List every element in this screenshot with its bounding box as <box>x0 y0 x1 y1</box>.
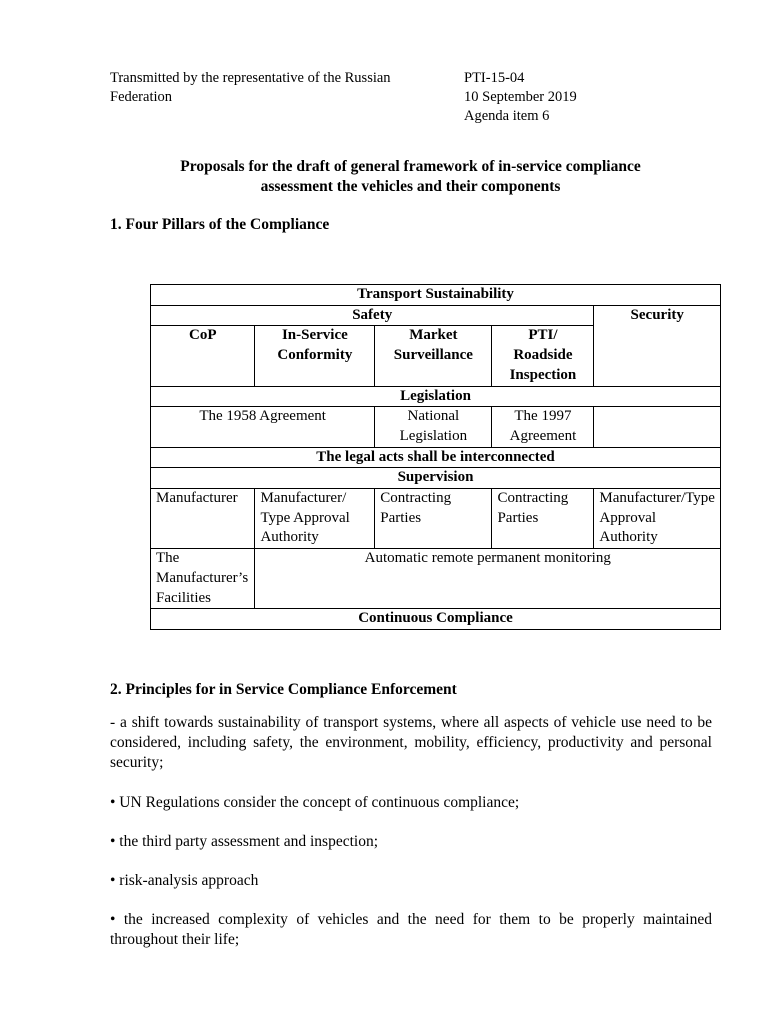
section-1-heading: 1. Four Pillars of the Compliance <box>110 216 330 233</box>
agenda-item: Agenda item 6 <box>464 108 550 124</box>
principle-continuous-compliance: • UN Regulations consider the concept of continuous compliance; <box>110 794 520 811</box>
manufacturer-facilities-cell: The Manufacturer’s Facilities <box>151 549 255 609</box>
title-line-2: assessment the vehicles and their components <box>260 178 561 195</box>
legislation-cell: Legislation <box>151 386 721 407</box>
national-legislation-cell: National Legislation <box>375 407 492 447</box>
transmitter-line-2: Federation <box>110 89 173 105</box>
principle-sustainability: - a shift towards sustainability of transport systems, where all aspects of vehicle use need to be considered, including safety, the environment, mobility, efficiency, productivity and personal security; <box>110 714 712 771</box>
principle-complexity: • the increased complexity of vehicles and the need for them to be properly maintained throughout their life; <box>110 911 712 948</box>
document-id: PTI-15-04 <box>464 70 525 86</box>
supervision-contracting-parties-cell: Contracting Parties <box>492 489 594 549</box>
table-row <box>151 285 721 306</box>
continuous-compliance-cell: Continuous Compliance <box>151 609 721 630</box>
safety-cell: Safety <box>151 305 594 326</box>
pti-roadside-cell: PTI/ Roadside Inspection <box>492 326 594 386</box>
supervision-manufacturer-cell: Manufacturer <box>151 489 255 549</box>
supervision-manufacturer-authority-cell: Manufacturer/Type Approval Authority <box>594 489 721 549</box>
transport-sustainability-cell: Transport Sustainability <box>151 285 721 306</box>
monitoring-cell: Automatic remote permanent monitoring <box>255 549 721 609</box>
table-row <box>151 386 721 407</box>
table-row <box>151 407 721 447</box>
section-2-heading: 2. Principles for in Service Compliance Enforcement <box>110 681 457 698</box>
table-row <box>151 609 721 630</box>
cop-cell: CoP <box>151 326 255 386</box>
in-service-conformity-cell: In-Service Conformity <box>255 326 375 386</box>
agreement-1997-cell: The 1997 Agreement <box>492 407 594 447</box>
four-pillars-table <box>150 284 721 630</box>
agreement-1958-cell: The 1958 Agreement <box>151 407 375 447</box>
market-surveillance-cell: Market Surveillance <box>375 326 492 386</box>
table-row <box>151 305 721 326</box>
supervision-type-approval-cell: Manufacturer/ Type Approval Authority <box>255 489 375 549</box>
principle-third-party: • the third party assessment and inspection; <box>110 833 379 850</box>
title-line-1: Proposals for the draft of general framework of in-service compliance <box>180 158 641 175</box>
table-row <box>151 447 721 468</box>
interconnected-cell: The legal acts shall be interconnected <box>151 447 721 468</box>
document-meta <box>464 69 577 126</box>
supervision-cell: Supervision <box>151 468 721 489</box>
transmitter-info <box>110 69 450 107</box>
document-date: 10 September 2019 <box>464 89 577 105</box>
document-title <box>110 157 711 197</box>
table-row <box>151 549 721 609</box>
empty-cell <box>594 407 721 447</box>
principle-risk-analysis: • risk-analysis approach <box>110 872 259 889</box>
table-row <box>151 468 721 489</box>
table-row <box>151 489 721 549</box>
transmitter-line-1: Transmitted by the representative of the Russian <box>110 70 391 86</box>
security-cell: Security <box>594 305 721 386</box>
supervision-contracting-parties-cell: Contracting Parties <box>375 489 492 549</box>
